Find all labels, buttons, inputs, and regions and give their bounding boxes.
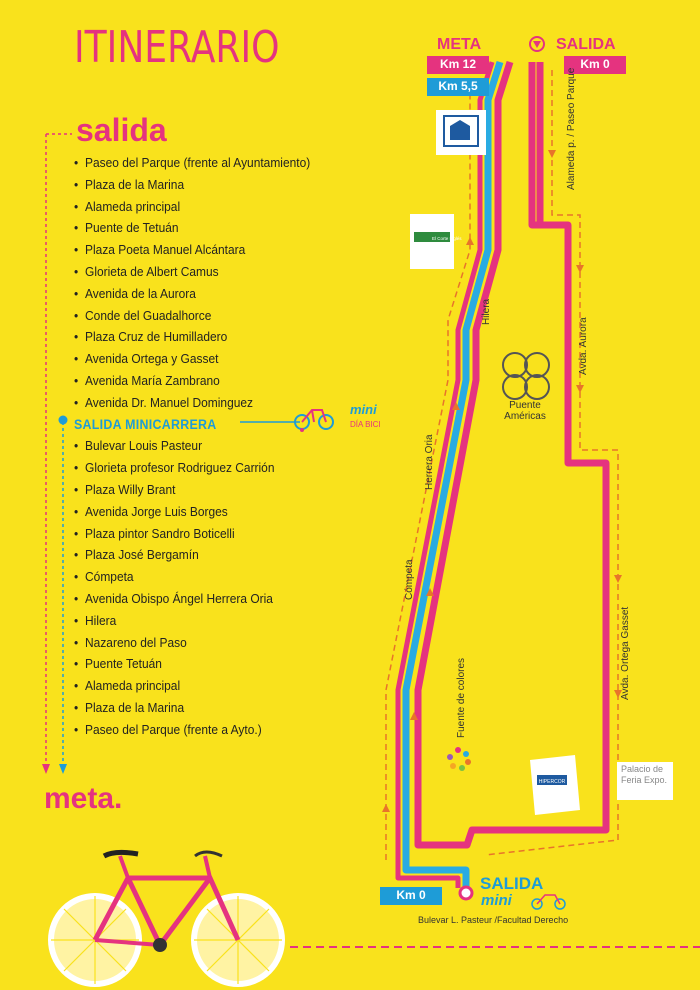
stop-text: Plaza de la Marina xyxy=(85,699,185,715)
stop-text: Plaza Willy Brant xyxy=(85,481,176,497)
ayuntamiento-icon xyxy=(436,110,486,155)
meta-sign: META xyxy=(437,36,482,53)
corte-ingles-label: El Corte Inglés xyxy=(432,236,462,241)
bullet-icon: • xyxy=(74,176,79,192)
bullet-icon: • xyxy=(74,678,79,694)
km0-bottom-badge: Km 0 xyxy=(380,887,442,905)
bullet-icon: • xyxy=(74,460,79,476)
bullet-icon: • xyxy=(74,481,79,497)
stop-text: Plaza de la Marina xyxy=(85,176,185,192)
bullet-icon: • xyxy=(74,612,79,628)
stop-text: Alameda principal xyxy=(85,198,181,214)
bullet-icon: • xyxy=(74,503,79,519)
street-herrera: Herrera Oria xyxy=(424,434,435,490)
mini-start-dot-icon xyxy=(59,416,68,425)
mini-start-bike-icon xyxy=(532,895,565,909)
stop-text: Puente de Tetuán xyxy=(85,220,179,236)
bullet-icon: • xyxy=(74,721,79,737)
bullet-icon: • xyxy=(74,656,79,672)
street-fuente: Fuente de colores xyxy=(456,657,467,738)
stop-text: Plaza Poeta Manuel Alcántara xyxy=(85,242,246,258)
stop-text: Glorieta de Albert Camus xyxy=(85,263,219,279)
stop-text: Alameda principal xyxy=(85,678,181,694)
street-competa: Cómpeta xyxy=(404,559,415,600)
bullet-icon: • xyxy=(74,634,79,650)
bullet-icon: • xyxy=(74,307,79,323)
hipercor-label: HIPERCOR xyxy=(538,779,566,785)
km55-badge: Km 5,5 xyxy=(427,78,489,96)
street-hilera: Hilera xyxy=(481,298,492,325)
hipercor-icon xyxy=(530,755,580,815)
puente-americas-icon xyxy=(503,353,549,399)
street-alameda: Alameda p. / Paseo Parque xyxy=(566,67,577,190)
stop-text: Avenida Dr. Manuel Dominguez xyxy=(85,394,254,410)
fuente-colores-icon xyxy=(447,747,471,771)
bullet-icon: • xyxy=(74,263,79,279)
stop-text: Avenida de la Aurora xyxy=(85,285,196,301)
mini-start-marker-icon xyxy=(460,887,472,899)
stop-text: Paseo del Parque (frente al Ayuntamiento) xyxy=(85,155,311,170)
mini-logo-subtext: DÍA BICI xyxy=(350,420,381,429)
bullet-icon: • xyxy=(74,525,79,541)
salida-mini-title: SALIDA xyxy=(480,874,544,893)
stop-text: Hilera xyxy=(85,612,117,628)
stop-text: Glorieta profesor Rodriguez Carrión xyxy=(85,460,275,476)
salida-sign: SALIDA xyxy=(556,36,616,53)
main-guide-arrow-icon xyxy=(42,764,50,774)
bullet-icon: • xyxy=(74,438,79,454)
bullet-icon: • xyxy=(74,220,79,236)
km0-top-badge: Km 0 xyxy=(564,56,626,74)
bullet-icon: • xyxy=(74,547,79,563)
mini-bike-logo-icon xyxy=(295,410,333,432)
stop-text: Avenida Obispo Ángel Herrera Oria xyxy=(85,590,273,606)
meta-heading: meta. xyxy=(44,782,123,815)
stop-text: Conde del Guadalhorce xyxy=(85,307,212,323)
stop-text: Paseo del Parque (frente a Ayto.) xyxy=(85,721,262,737)
salida-mini-subtitle: mini xyxy=(481,892,512,909)
stop-text: Plaza pintor Sandro Boticelli xyxy=(85,525,235,541)
bulevar-label: Bulevar L. Pasteur /Facultad Derecho xyxy=(418,915,569,925)
km12-badge: Km 12 xyxy=(427,56,489,74)
bullet-icon: • xyxy=(74,351,79,367)
stop-text: Cómpeta xyxy=(85,569,134,585)
stop-text: Plaza Cruz de Humilladero xyxy=(85,329,228,345)
bullet-icon: • xyxy=(74,155,79,170)
bullet-icon: • xyxy=(74,242,79,258)
bullet-icon: • xyxy=(74,285,79,301)
bullet-icon: • xyxy=(74,394,79,410)
corte-ingles-icon xyxy=(410,214,454,269)
bicycle-illustration-icon xyxy=(51,852,282,984)
stop-text: Avenida Ortega y Gasset xyxy=(85,351,219,367)
street-aurora: Avda. Aurora xyxy=(578,317,589,375)
stop-text: SALIDA MINICARRERA xyxy=(74,416,217,432)
palacio-feria-label: Palacio de Feria Expo. xyxy=(617,762,673,800)
mini-guide-arrow-icon xyxy=(59,764,67,774)
street-ortega: Avda. Ortega Gasset xyxy=(620,606,631,700)
bullet-icon: • xyxy=(74,329,79,345)
stop-text: Puente Tetuán xyxy=(85,656,162,672)
salida-heading: salida xyxy=(76,112,167,148)
bullet-icon: • xyxy=(74,590,79,606)
stop-text: Bulevar Louis Pasteur xyxy=(85,438,203,454)
mini-logo-text: mini xyxy=(350,402,377,417)
bullet-icon: • xyxy=(74,699,79,715)
stop-text: Nazareno del Paso xyxy=(85,634,187,650)
page-title: ITINERARIO xyxy=(74,22,280,73)
stop-text: Plaza José Bergamín xyxy=(85,547,199,563)
stop-text: Avenida María Zambrano xyxy=(85,372,220,388)
puente-americas-label: Puente Américas xyxy=(504,400,546,422)
stop-text: Avenida Jorge Luis Borges xyxy=(85,503,228,519)
bullet-icon: • xyxy=(74,569,79,585)
bullet-icon: • xyxy=(74,198,79,214)
bullet-icon: • xyxy=(74,372,79,388)
